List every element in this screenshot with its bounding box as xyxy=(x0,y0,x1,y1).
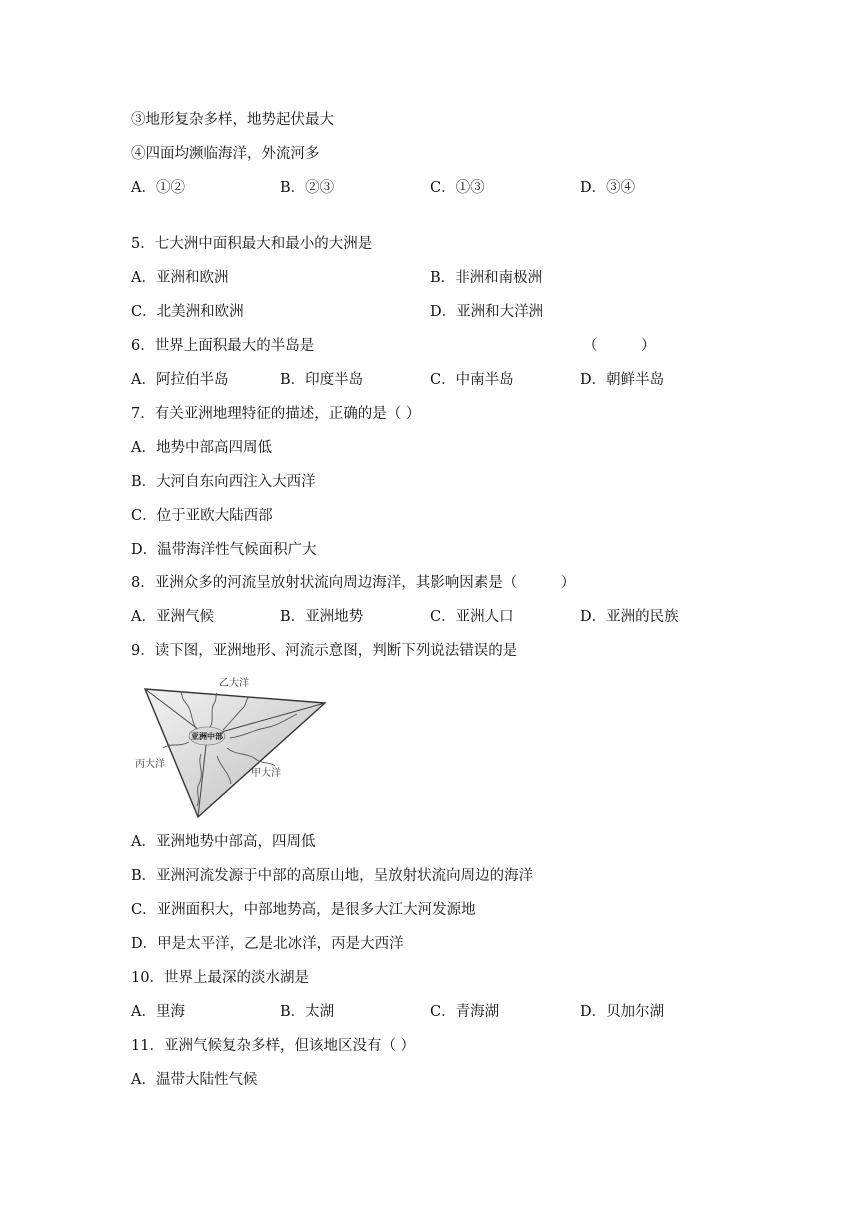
q10-option-d: D．贝加尔湖 xyxy=(580,1004,665,1020)
q9-option-c: C．亚洲面积大，中部地势高，是很多大江大河发源地 xyxy=(131,902,476,918)
q6-stem: 6．世界上面积最大的半岛是 xyxy=(131,338,315,354)
q10-option-b: B．太湖 xyxy=(280,1004,335,1020)
label-ocean-bing: 丙大洋 xyxy=(135,759,165,770)
q7-option-d: D．温带海洋性气候面积广大 xyxy=(131,542,317,558)
q6-option-a: A．阿拉伯半岛 xyxy=(131,372,229,388)
q5-option-a: A．亚洲和欧洲 xyxy=(131,270,229,286)
statement-4: ④四面均濒临海洋，外流河多 xyxy=(131,146,320,162)
q7-option-b: B．大河自东向西注入大西洋 xyxy=(131,474,316,490)
label-ocean-yi: 乙大洋 xyxy=(219,678,249,689)
q11-option-a: A．温带大陆性气候 xyxy=(131,1072,258,1088)
q9-option-a: A．亚洲地势中部高，四周低 xyxy=(131,834,316,850)
q9-stem: 9．读下图，亚洲地形、河流示意图，判断下列说法错误的是 xyxy=(131,643,518,659)
q8-stem: 8．亚洲众多的河流呈放射状流向周边海洋，其影响因素是（ ） xyxy=(131,575,576,591)
q8-option-b: B．亚洲地势 xyxy=(280,609,364,625)
q4-option-c: C．①③ xyxy=(430,180,485,196)
q4-option-b: B．②③ xyxy=(280,180,335,196)
label-ocean-jia: 甲大洋 xyxy=(251,768,281,779)
q5-stem: 5．七大洲中面积最大和最小的大洲是 xyxy=(131,236,373,252)
q11-stem: 11．亚洲气候复杂多样，但该地区没有（ ） xyxy=(131,1038,416,1054)
q9-option-d: D．甲是太平洋，乙是北冰洋，丙是大西洋 xyxy=(131,936,404,952)
q9-option-b: B．亚洲河流发源于中部的高原山地，呈放射状流向周边的海洋 xyxy=(131,868,534,884)
q10-option-a: A．里海 xyxy=(131,1004,185,1020)
q8-option-a: A．亚洲气候 xyxy=(131,609,214,625)
q8-option-c: C．亚洲人口 xyxy=(430,609,514,625)
q4-option-a: A．①② xyxy=(131,180,185,196)
q5-option-c: C．北美洲和欧洲 xyxy=(131,304,244,320)
q10-stem: 10．世界上最深的淡水湖是 xyxy=(131,970,309,986)
q8-option-d: D．亚洲的民族 xyxy=(580,609,679,625)
q6-option-c: C．中南半岛 xyxy=(430,372,514,388)
q10-option-c: C．青海湖 xyxy=(430,1004,500,1020)
q7-option-a: A．地势中部高四周低 xyxy=(131,440,272,456)
statement-3: ③地形复杂多样，地势起伏最大 xyxy=(131,112,334,128)
q7-stem: 7．有关亚洲地理特征的描述，正确的是（ ） xyxy=(131,406,421,422)
q6-option-b: B．印度半岛 xyxy=(280,372,364,388)
q6-option-d: D．朝鲜半岛 xyxy=(580,372,665,388)
q5-option-b: B．非洲和南极洲 xyxy=(430,270,543,286)
q5-option-d: D．亚洲和大洋洲 xyxy=(430,304,544,320)
q4-option-d: D．③④ xyxy=(580,180,636,196)
continent-outline xyxy=(145,689,325,817)
q6-answer-paren: （ ） xyxy=(583,338,656,354)
label-center: 亚洲中部 xyxy=(191,732,223,741)
q7-option-c: C．位于亚欧大陆西部 xyxy=(131,508,273,524)
asia-terrain-river-diagram xyxy=(135,672,335,822)
